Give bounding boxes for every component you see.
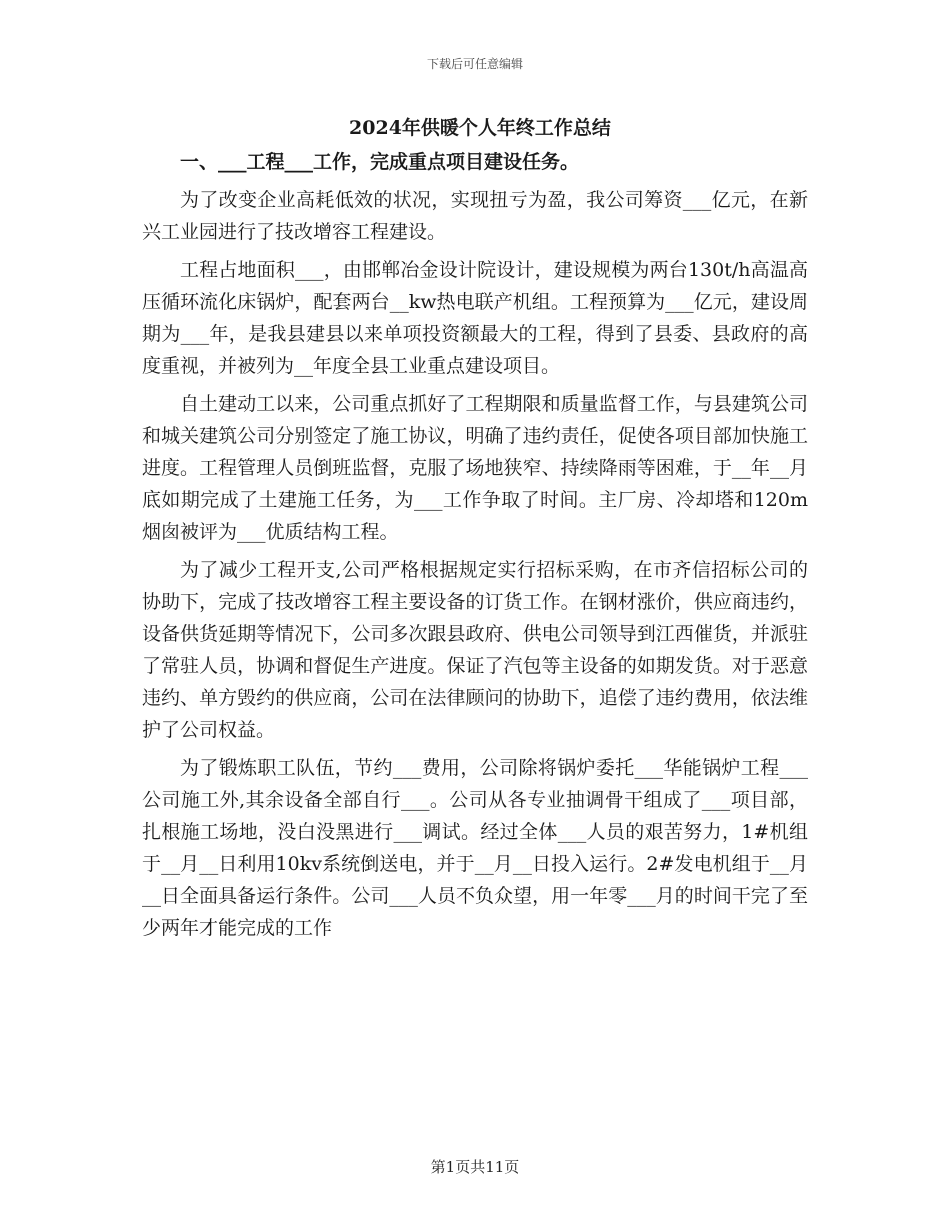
paragraph-5: 为了锻炼职工队伍，节约___费用，公司除将锅炉委托___华能锅炉工程___公司施工外,其余设备全部自行___。公司从各专业抽调骨干组成了___项目部，扎根施工场地，没白没黑进行___调试。经过全体___人员的艰苦努力，1#机组于__月__日利用10kv系统倒送电，并于__月__日投入运行。2#发电机组于__月__日全面具备运行条件。公司___人员不负众望，用一年零___月的时间干完了至少两年才能完成的工作 <box>142 757 808 939</box>
paragraph-4: 为了减少工程开支,公司严格根据规定实行招标采购，在市齐信招标公司的协助下，完成了技改增容工程主要设备的订货工作。在钢材涨价，供应商违约，设备供货延期等情况下，公司多次跟县政府、供电公司领导到江西催货，并派驻了常驻人员，协调和督促生产进度。保证了汽包等主设备的如期发货。对于恶意违约、单方毁约的供应商，公司在法律顾问的协助下，追偿了违约费用，依法维护了公司权益。 <box>142 559 808 741</box>
header-note: 下载后可任意编辑 <box>426 57 523 71</box>
paragraph-3: 自土建动工以来，公司重点抓好了工程期限和质量监督工作，与县建筑公司和城关建筑公司分别签定了施工协议，明确了违约责任，促使各项目部加快施工进度。工程管理人员倒班监督，克服了场地狭窄、持续降雨等困难，于__年__月底如期完成了土建施工任务，为___工作争取了时间。主厂房、冷却塔和120m烟囱被评为___优质结构工程。 <box>142 393 808 543</box>
document-title: 2024年供暖个人年终工作总结 <box>349 117 611 139</box>
paragraph-1: 为了改变企业高耗低效的状况，实现扭亏为盈，我公司筹资___亿元，在新兴工业园进行了技改增容工程建设。 <box>142 189 808 243</box>
page-number: 第1页共11页 <box>430 1158 520 1176</box>
section-heading: 一、___工程___工作，完成重点项目建设任务。 <box>180 151 580 173</box>
document-body <box>142 112 808 944</box>
paragraph-2: 工程占地面积___，由邯郸冶金设计院设计，建设规模为两台130t/h高温高压循环流化床锅炉，配套两台__kw热电联产机组。工程预算为___亿元，建设周期为___年，是我县建县以来单项投资额最大的工程，得到了县委、县政府的高度重视，并被列为__年度全县工业重点建设项目。 <box>142 259 808 377</box>
